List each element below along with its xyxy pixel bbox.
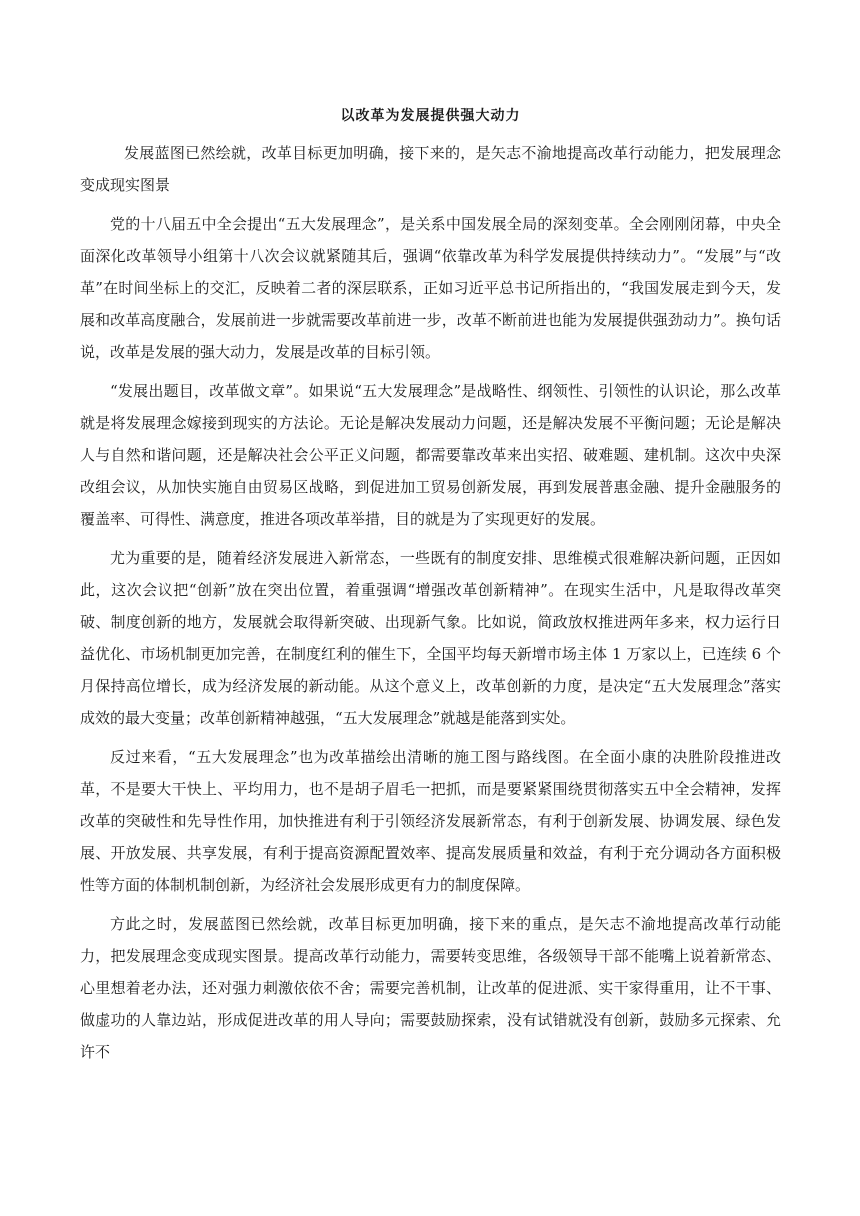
- paragraph: 尤为重要的是，随着经济发展进入新常态，一些既有的制度安排、思维模式很难解决新问题，正因如此，这次会议把“创新”放在突出位置，着重强调“增强改革创新精神”。在现实生活中，凡是取得改革突破、制度创新的地方，发展就会取得新突破、出现新气象。比如说，简政放权推进两年多来，权力运行日益优化、市场机制更加完善，在制度红利的催生下，全国平均每天新增市场主体 1 万家以上，已连续 6 个月保持高位增长，成为经济发展的新动能。从这个意义上，改革创新的力度，是决定“五大发展理念”落实成效的最大变量；改革创新精神越强，“五大发展理念”就越是能落到实处。: [80, 549, 781, 727]
- paragraph: 方此之时，发展蓝图已然绘就，改革目标更加明确，接下来的重点，是矢志不渝地提高改革行动能力，把发展理念变成现实图景。提高改革行动能力，需要转变思维，各级领导干部不能嘴上说着新常态、心里想着老办法，还对强力刺激依依不舍；需要完善机制，让改革的促进派、实干家得重用，让不干事、做虚功的人靠边站，形成促进改革的用人导向；需要鼓励探索，没有试错就没有创新，鼓励多元探索、允许不: [80, 915, 781, 1061]
- paragraph: 反过来看，“五大发展理念”也为改革描绘出清晰的施工图与路线图。在全面小康的决胜阶段推进改革，不是要大干快上、平均用力，也不是胡子眉毛一把抓，而是要紧紧围绕贯彻落实五中全会精神，发挥改革的突破性和先导性作用，加快推进有利于引领经济发展新常态，有利于创新发展、协调发展、绿色发展、开放发展、共享发展，有利于提高资源配置效率、提高发展质量和效益，有利于充分调动各方面积极性等方面的体制机制创新，为经济社会发展形成更有力的制度保障。: [80, 748, 781, 894]
- paragraph: 党的十八届五中全会提出“五大发展理念”，是关系中国发展全局的深刻变革。全会刚刚闭幕，中央全面深化改革领导小组第十八次会议就紧随其后，强调“依靠改革为科学发展提供持续动力”。“发展”与“改革”在时间坐标上的交汇，反映着二者的深层联系，正如习近平总书记所指出的，“我国发展走到今天，发展和改革高度融合，发展前进一步就需要改革前进一步，改革不断前进也能为发展提供强劲动力”。换句话说，改革是发展的强大动力，发展是改革的目标引领。: [80, 215, 781, 361]
- document-title: 以改革为发展提供强大动力: [340, 108, 521, 124]
- paragraph-lead: 发展蓝图已然绘就，改革目标更加明确，接下来的，是矢志不渝地提高改革行动能力，把发展理念变成现实图景: [80, 144, 781, 194]
- paragraph: “发展出题目，改革做文章”。如果说“五大发展理念”是战略性、纲领性、引领性的认识论，那么改革就是将发展理念嫁接到现实的方法论。无论是解决发展动力问题，还是解决发展不平衡问题；无论是解决人与自然和谐问题，还是解决社会公平正义问题，都需要靠改革来出实招、破难题、建机制。这次中央深改组会议，从加快实施自由贸易区战略，到促进加工贸易创新发展，再到发展普惠金融、提升金融服务的覆盖率、可得性、满意度，推进各项改革举措，目的就是为了实现更好的发展。: [80, 382, 781, 528]
